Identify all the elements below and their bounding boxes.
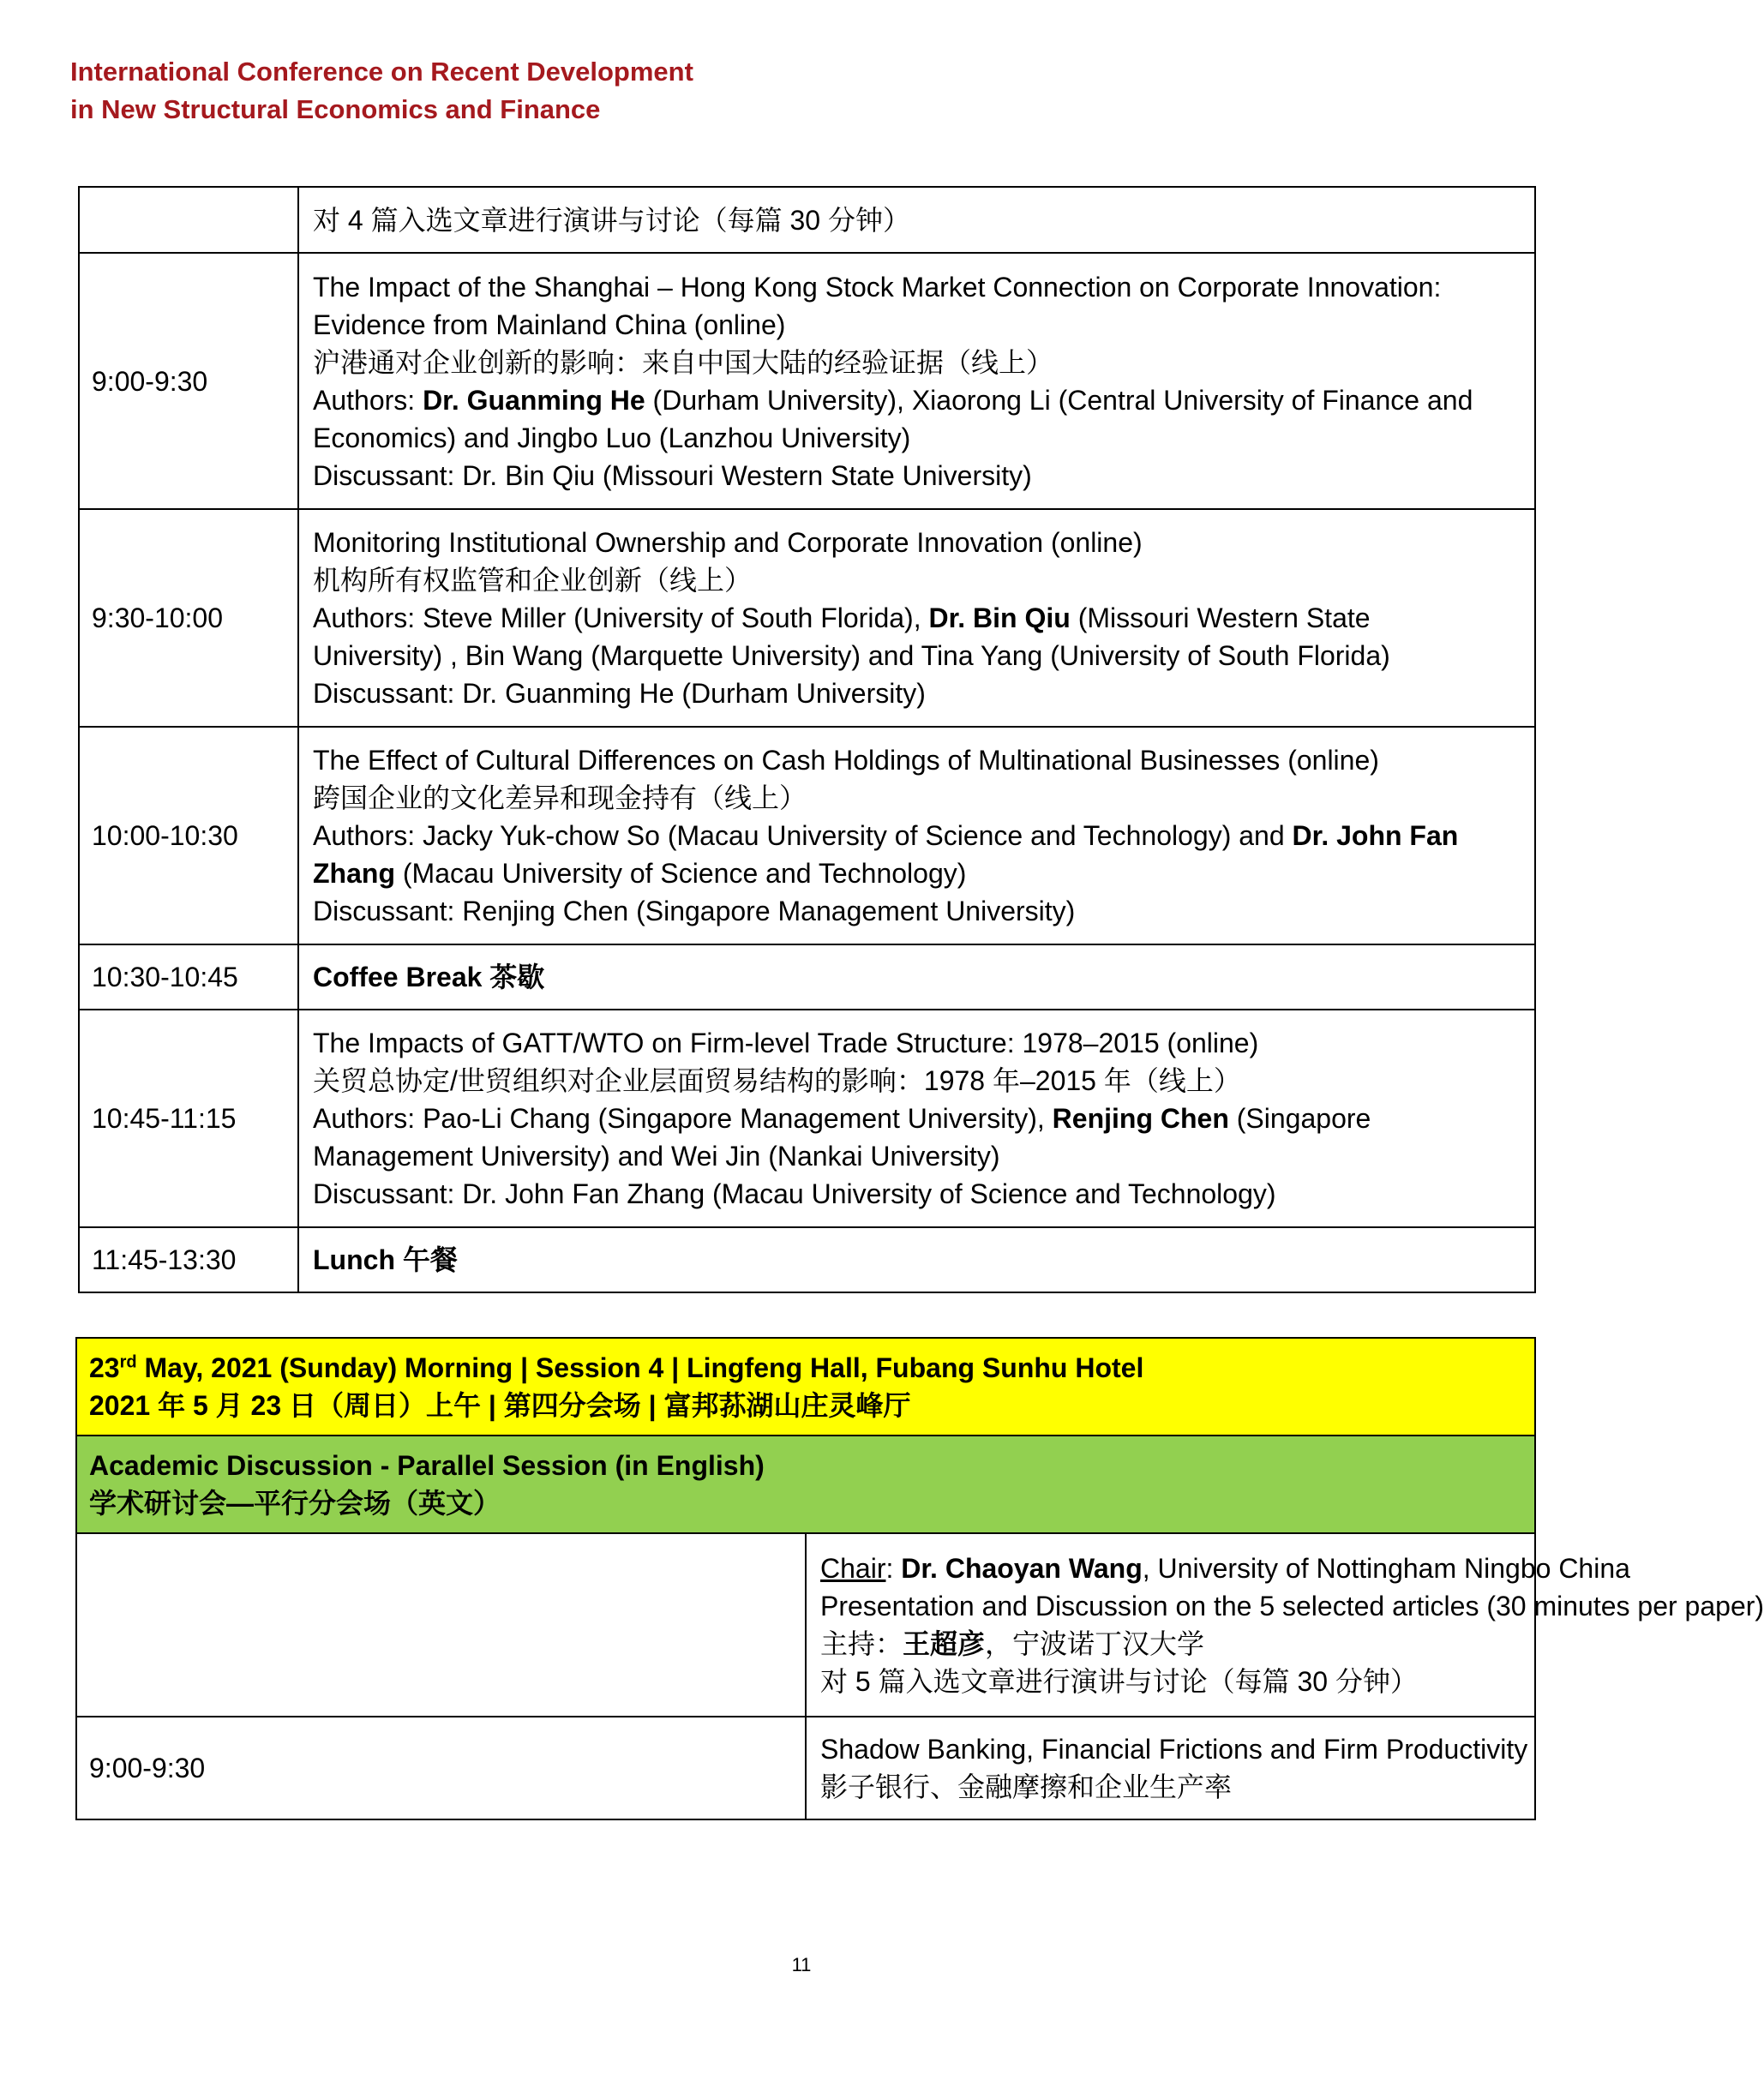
table-row (76, 1717, 1535, 1819)
date-suffix: rd (119, 1352, 137, 1372)
intro-cell (298, 187, 1535, 253)
time-cell-empty (76, 1533, 806, 1717)
date-rest: May, 2021 (Sunday) Morning | Session 4 | Lingfeng Hall, Fubang Sunhu Hotel (136, 1352, 1144, 1383)
table-row (79, 509, 1535, 727)
paper-discussant: Discussant: Dr. Guanming He (Durham University) (313, 678, 926, 709)
session-type-en: Academic Discussion - Parallel Session (in English) (89, 1450, 765, 1481)
paper-discussant: Discussant: Dr. Bin Qiu (Missouri Western State University) (313, 459, 1032, 491)
authors-rest: (Macau University of Science and Technology) (394, 858, 967, 889)
presenter-name-cont: Zhang (313, 858, 395, 889)
authors-rest: (Singapore (1228, 1103, 1371, 1134)
paper-title-cn: 机构所有权监管和企业创新（线上） (313, 565, 753, 596)
chair-line (820, 1550, 1630, 1587)
session-date-cell (76, 1338, 1535, 1436)
authors-rest: (Durham University), Xiaorong Li (Central University of Finance and (645, 384, 1473, 416)
chair-affiliation: , University of Nottingham Ningbo China (1142, 1553, 1630, 1584)
time-cell: 11:45-13:30 (79, 1227, 298, 1292)
page-number: 11 (791, 1954, 812, 1975)
session-date-cn: 2021 年 5 月 23 日（周日）上午 | 第四分会场 | 富邦荪湖山庄灵峰厅 (89, 1390, 911, 1421)
coffee-break-label: Coffee Break 茶歇 (298, 944, 1535, 1010)
time-cell: 10:00-10:30 (79, 727, 298, 944)
paper-cell (298, 509, 1535, 727)
paper-title-cn: 跨国企业的文化差异和现金持有（线上） (313, 782, 807, 813)
paper-title: The Effect of Cultural Differences on Cash Holdings of Multinational Businesses (online) (313, 745, 1379, 776)
paper-title: Monitoring Institutional Ownership and Corporate Innovation (online) (313, 527, 1143, 558)
paper-authors-cont (313, 854, 1521, 892)
chair-name: Dr. Chaoyan Wang (901, 1553, 1143, 1584)
paper-discussant: Discussant: Renjing Chen (Singapore Management University) (313, 896, 1076, 926)
authors-prefix: Authors: Jacky Yuk-chow So (Macau University of Science and Technology) and (313, 820, 1293, 851)
table-row (79, 944, 1535, 1010)
host-name: 王超彦 (903, 1628, 986, 1659)
paper-authors-cont: Management University) and Wei Jin (Nankai University) (313, 1141, 1000, 1172)
session-type-cn: 学术研讨会—平行分会场（英文） (89, 1488, 501, 1519)
session-date-en (89, 1349, 1522, 1387)
host-line-cn (820, 1625, 1521, 1663)
paper-cell (298, 1010, 1535, 1227)
schedule-table-session-3 (78, 186, 1536, 1293)
table-row (79, 1227, 1535, 1292)
time-cell-empty (79, 187, 298, 253)
chair-colon: : (885, 1553, 902, 1584)
chair-cell (806, 1533, 1764, 1717)
presentation-note: Presentation and Discussion on the 5 selected articles (30 minutes per paper) (820, 1591, 1764, 1621)
presenter-name: Dr. John Fan (1292, 820, 1459, 851)
header-line-1: International Conference on Recent Development (70, 57, 693, 87)
conference-header (70, 53, 693, 129)
paper-title: Shadow Banking, Financial Frictions and Firm Productivity (820, 1734, 1528, 1765)
presenter-name: Dr. Bin Qiu (928, 602, 1071, 633)
time-cell: 9:00-9:30 (76, 1717, 806, 1819)
paper-cell (298, 727, 1535, 944)
paper-cell (806, 1717, 1535, 1819)
paper-discussant: Discussant: Dr. John Fan Zhang (Macau University of Science and Technology) (313, 1178, 1276, 1209)
paper-title: The Impact of the Shanghai – Hong Kong Stock Market Connection on Corporate Innovation: (313, 271, 1442, 303)
table-row (79, 1010, 1535, 1227)
schedule-table-session-4 (75, 1337, 1764, 1820)
host-affiliation: ，宁波诺丁汉大学 (985, 1628, 1205, 1659)
session-type-cell (76, 1436, 1535, 1533)
paper-title: The Impacts of GATT/WTO on Firm-level Trade Structure: 1978–2015 (online) (313, 1028, 1259, 1058)
date-day: 23 (89, 1352, 120, 1383)
session-date-row (76, 1338, 1535, 1436)
header-line-2: in New Structural Economics and Finance (70, 94, 601, 124)
authors-prefix: Authors: Pao-Li Chang (Singapore Management University), (313, 1103, 1053, 1134)
time-cell: 9:00-9:30 (79, 253, 298, 509)
intro-cn: 对 4 篇入选文章进行演讲与讨论（每篇 30 分钟） (313, 204, 910, 236)
table-row (79, 727, 1535, 944)
presenter-name: Renjing Chen (1052, 1103, 1229, 1134)
paper-authors (313, 1100, 1521, 1137)
paper-authors (313, 599, 1521, 637)
paper-title-cn: 沪港通对企业创新的影响：来自中国大陆的经验证据（线上） (313, 346, 1054, 378)
paper-title-cn: 影子银行、金融摩擦和企业生产率 (820, 1771, 1233, 1802)
table-row (79, 187, 1535, 253)
session-type-row (76, 1436, 1535, 1533)
paper-authors-cont: University) , Bin Wang (Marquette University) and Tina Yang (University of South Florida) (313, 640, 1390, 671)
lunch-label: Lunch 午餐 (298, 1227, 1535, 1292)
time-cell: 10:45-11:15 (79, 1010, 298, 1227)
authors-prefix: Authors: Steve Miller (University of South Florida), (313, 602, 929, 633)
paper-cell (298, 253, 1535, 509)
table-row (76, 1533, 1535, 1717)
time-cell: 10:30-10:45 (79, 944, 298, 1010)
presenter-name: Dr. Guanming He (423, 384, 645, 416)
table-row (79, 253, 1535, 509)
authors-rest: (Missouri Western State (1070, 602, 1371, 633)
chair-label: Chair (820, 1553, 886, 1584)
host-prefix: 主持： (820, 1628, 903, 1659)
paper-authors-cont: Economics) and Jingbo Luo (Lanzhou University) (313, 422, 911, 453)
paper-title-cont: Evidence from Mainland China (online) (313, 309, 786, 340)
authors-prefix: Authors: (313, 384, 423, 416)
paper-authors (313, 381, 1521, 419)
paper-title-cn: 关贸总协定/世贸组织对企业层面贸易结构的影响：1978 年–2015 年（线上） (313, 1065, 1241, 1096)
intro-cn: 对 5 篇入选文章进行演讲与讨论（每篇 30 分钟） (820, 1666, 1418, 1697)
paper-authors (313, 817, 1521, 854)
time-cell: 9:30-10:00 (79, 509, 298, 727)
